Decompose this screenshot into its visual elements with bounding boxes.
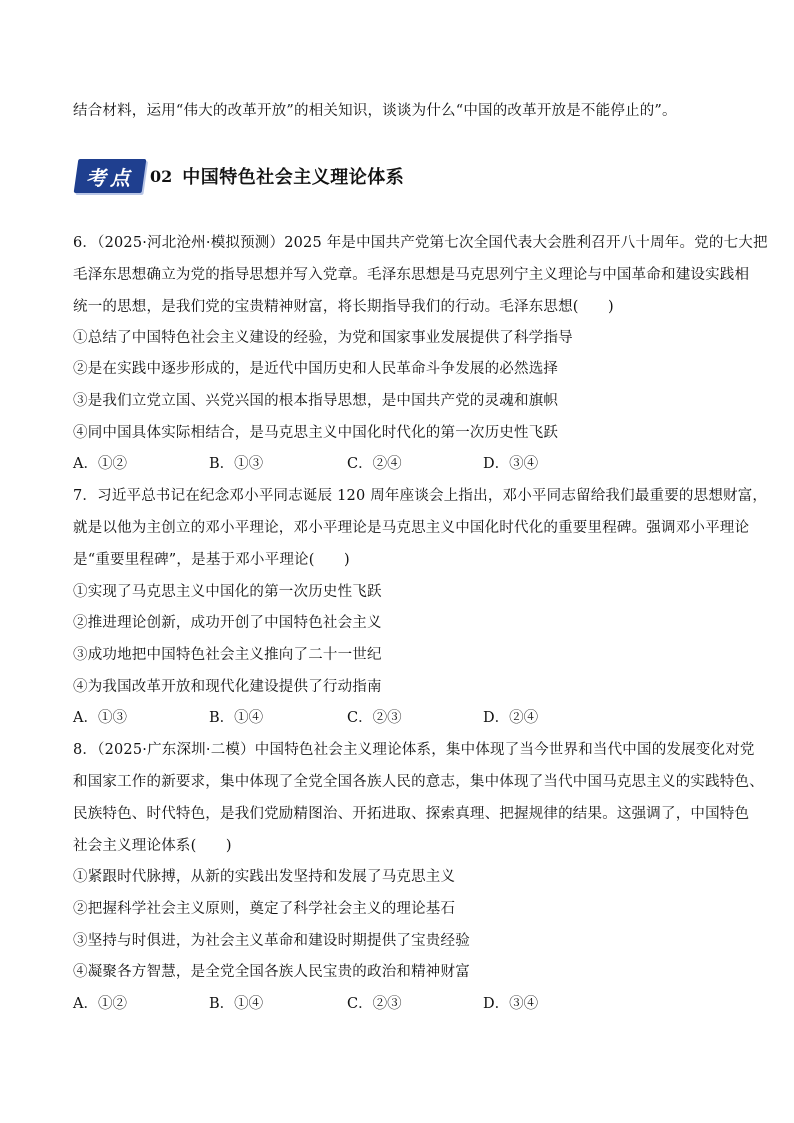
question-7-line-2: 就是以他为主创立的邓小平理论，邓小平理论是马克思主义中国化时代化的重要里程碑。强调邓小平理论 xyxy=(73,520,750,536)
option-a: A．①② xyxy=(73,996,127,1012)
question-6-line-1: 6．（2025·河北沧州·模拟预测）2025 年是中国共产党第七次全国代表大会胜利召开八十周年。党的七大把 xyxy=(73,235,768,251)
option-c: C．②③ xyxy=(347,996,402,1012)
section-header xyxy=(76,158,404,194)
question-8-line-1: 8．（2025·广东深圳·二模）中国特色社会主义理论体系，集中体现了当今世界和当代中国的发展变化对党 xyxy=(73,742,755,758)
question-7-statement-3: ③成功地把中国特色社会主义推向了二十一世纪 xyxy=(73,647,382,663)
question-8-statement-3: ③坚持与时俱进，为社会主义革命和建设时期提供了宝贵经验 xyxy=(73,933,470,949)
question-8-line-3: 民族特色、时代特色，是我们党励精图治、开拓进取、探索真理、把握规律的结果。这强调了，中国特色 xyxy=(73,806,750,822)
option-c: C．②④ xyxy=(347,456,402,472)
question-7-statement-1: ①实现了马克思主义中国化的第一次历史性飞跃 xyxy=(73,584,382,600)
option-b: B．①④ xyxy=(209,996,264,1012)
question-6-statement-2: ②是在实践中逐步形成的，是近代中国历史和人民革命斗争发展的必然选择 xyxy=(73,361,559,377)
option-d: D．③④ xyxy=(483,456,539,472)
option-a: A．①② xyxy=(73,456,127,472)
question-8-line-2: 和国家工作的新要求，集中体现了全党全国各族人民的意志，集中体现了当代中国马克思主义的实践特色、 xyxy=(73,774,764,790)
question-6-statement-4: ④同中国具体实际相结合，是马克思主义中国化时代化的第一次历史性飞跃 xyxy=(73,425,559,441)
question-8-statement-1: ①紧跟时代脉搏，从新的实践出发坚持和发展了马克思主义 xyxy=(73,869,456,885)
option-b: B．①③ xyxy=(209,456,264,472)
question-6-statement-3: ③是我们立党立国、兴党兴国的根本指导思想，是中国共产党的灵魂和旗帜 xyxy=(73,393,559,409)
section-number: 02 xyxy=(150,166,173,186)
question-8-line-4: 社会主义理论体系( ) xyxy=(73,838,232,854)
option-d: D．②④ xyxy=(483,710,539,726)
question-7-statement-2: ②推进理论创新，成功开创了中国特色社会主义 xyxy=(73,615,382,631)
option-c: C．②③ xyxy=(347,710,402,726)
section-badge-label: 考点 xyxy=(86,165,134,190)
option-d: D．③④ xyxy=(483,996,539,1012)
question-6-statement-1: ①总结了中国特色社会主义建设的经验，为党和国家事业发展提供了科学指导 xyxy=(73,330,573,346)
question-7-line-1: 7．习近平总书记在纪念邓小平同志诞辰 120 周年座谈会上指出，邓小平同志留给我们最重要的思想财富， xyxy=(73,488,768,504)
option-b: B．①④ xyxy=(209,710,264,726)
section-title: 中国特色社会主义理论体系 xyxy=(182,167,405,188)
question-8-statement-2: ②把握科学社会主义原则，奠定了科学社会主义的理论基石 xyxy=(73,901,456,917)
intro-text: 结合材料，运用“伟大的改革开放”的相关知识，谈谈为什么“中国的改革开放是不能停止的”。 xyxy=(73,103,677,119)
question-7-line-3: 是“重要里程碑”，是基于邓小平理论( ) xyxy=(73,552,350,568)
question-6-line-2: 毛泽东思想确立为党的指导思想并写入党章。毛泽东思想是马克思列宁主义理论与中国革命和建设实践相 xyxy=(73,267,750,283)
option-a: A．①③ xyxy=(73,710,127,726)
question-6-line-3: 统一的思想，是我们党的宝贵精神财富，将长期指导我们的行动。毛泽东思想( ) xyxy=(73,299,614,315)
question-8-statement-4: ④凝聚各方智慧，是全党全国各族人民宝贵的政治和精神财富 xyxy=(73,964,470,980)
section-badge xyxy=(74,159,147,193)
question-7-statement-4: ④为我国改革开放和现代化建设提供了行动指南 xyxy=(73,679,382,695)
